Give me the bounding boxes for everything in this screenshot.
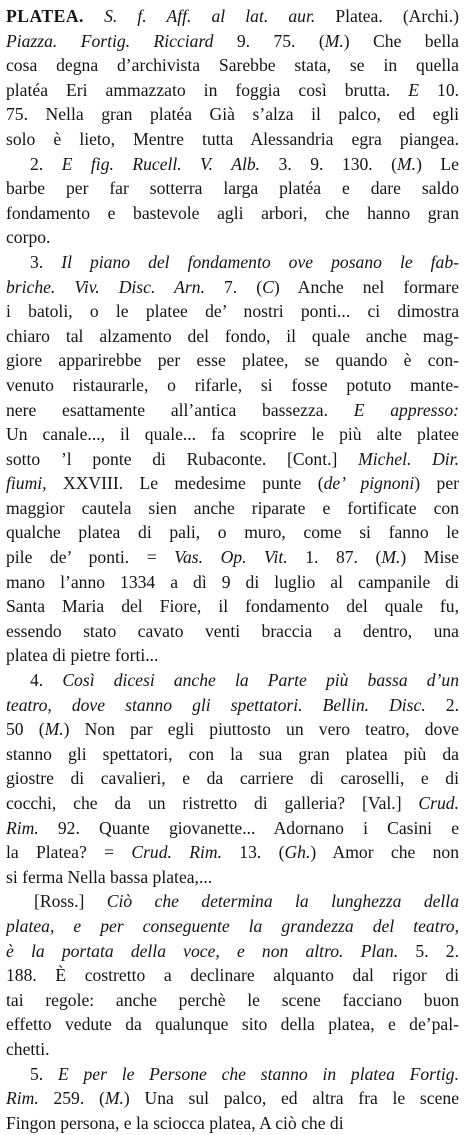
entry-line [6,693,459,718]
entry-text: 1. 87. ( [287,547,382,568]
italic-text: Rim. [6,1088,39,1109]
entry-text: la Platea? = [6,842,132,863]
italic-text: teatro, dove stanno gli spettatori. Bellin. Disc. [6,694,426,715]
entry-text: 259. ( [38,1088,105,1109]
italic-text: è la portata della voce, e non altro. Plan. [6,940,399,961]
entry-text: ) Anche nel formare [273,276,459,297]
entry-text: 188. È costretto a declinare alquanto dal rigor di [6,965,459,986]
entry-text: ) Una sul palco, ed altra fra le scene [123,1088,459,1109]
entry-line [6,766,459,791]
entry-line [6,717,459,742]
entry-line [6,939,459,964]
entry-text: 5. 2. [398,940,459,961]
entry-text: 9. 75. ( [213,30,325,51]
entry-text: 4. [30,670,63,691]
italic-text: Piazza. Fortig. Ricciard [6,30,214,51]
entry-text: 3. [30,251,62,272]
italic-text: M. [44,719,64,740]
entry-line [6,225,459,250]
entry-text: ) Che bella [343,30,459,51]
italic-text: fiumi, [6,473,47,494]
entry-text: XXVIII. Le medesime punte ( [46,473,324,494]
entry-text: platea di pietre forti... [6,645,159,666]
italic-text: E per le Persone che stanno in platea Fortig. [57,1063,459,1084]
italic-text: M. [104,1088,124,1109]
italic-text: E fig. Rucell. V. Alb. [61,153,261,174]
italic-text: S. f. Aff. [104,6,192,26]
entry-text: [Ross.] [34,891,107,912]
entry-line [6,348,459,373]
italic-text: Michel. Dir. [358,448,459,469]
entry-text: 3. 9. 130. ( [260,153,398,174]
entry-line [6,668,459,693]
italic-text: de’ pignoni [323,473,415,494]
entry-text: 75. Nella gran platéa Già s’alza il palco, ed egli [6,104,459,125]
entry-text: nere esattamente all’antica bassezza. [6,399,354,420]
entry-text: i batoli, o le platee de’ nostri ponti... ci dimostra [6,301,459,322]
entry-text: 2. [30,153,62,174]
italic-text: E appresso: [353,399,459,420]
entry-text: 5. [30,1063,58,1084]
italic-text: Crud. Rim. [131,842,222,863]
entry-text: 92. Quante giovanette... Adornano i Casini e [38,817,459,838]
entry-line [6,373,459,398]
entry-text: barbe per far sotterra larga platéa e dare saldo [6,178,459,199]
italic-text: M. [397,153,417,174]
entry-line [6,791,459,816]
entry-text: si ferma Nella bassa platea,... [6,866,213,887]
entry-line [6,1037,459,1062]
entry-text: Fingon persona, e la sciocca platea, A ciò che di [6,1112,344,1133]
entry-line [6,816,459,841]
entry-line [6,545,459,570]
entry-line [6,520,459,545]
entry-line [6,889,459,914]
entry-text: solo è lieto, Mentre tutta Alessandria egra piangea. [6,128,459,149]
entry-line [6,127,459,152]
italic-text: Rim. [6,817,39,838]
entry-line [6,4,459,29]
entry-text: 7. ( [204,276,263,297]
entry-text: 50 ( [6,719,45,740]
entry-line [6,201,459,226]
italic-text: platea, e per conseguente la grandezza del teatro, [6,915,459,936]
entry-line [6,324,459,349]
entry-line [6,176,459,201]
entry-text: ) Non par egli piuttosto un vero teatro, dove [63,719,459,740]
entry-text: chetti. [6,1038,50,1059]
entry-line [6,398,459,423]
entry-line [6,29,459,54]
entry-line [6,447,459,472]
entry-line [6,275,459,300]
entry-line [6,496,459,521]
entry-line [6,471,459,496]
entry-line [6,53,459,78]
entry-text: giore apparirebbe per esse platee, se quando è con- [6,350,459,371]
entry-line [6,988,459,1013]
entry-line [6,1062,459,1087]
entry-line [6,914,459,939]
entry-text: platéa Eri ammazzato in foggia così brutta. [6,79,409,100]
entry-text: 10. [418,79,459,100]
entry-line [6,619,459,644]
entry-text: 2. [425,694,459,715]
entry-text: ) Amor che non [310,842,459,863]
entry-text: Platea. (Archi.) [315,6,459,26]
entry-line [6,742,459,767]
entry-text: Santa Maria del Fiore, il fondamento del quale fu, [6,596,459,617]
entry-text: mano l’anno 1334 a dì 9 di luglio al campanile di [6,571,459,592]
entry-text: corpo. [6,227,51,248]
entry-line [6,299,459,324]
entry-line [6,643,459,668]
headword: PLATEA. [6,6,84,26]
entry-text: giostre di cavalieri, e da carriere di caroselli, e di [6,768,459,789]
entry-text: chiaro tal alzamento del fondo, il quale anche mag- [6,325,459,346]
entry-text: fondamento e bastevole agli arbori, che hanno gran [6,202,459,223]
entry-text: stanno gli spettatori, con la sua gran platea più da [6,743,459,764]
italic-text: E [408,79,419,100]
entry-text: effetto vedute da qualunque sito della platea, e de’pal- [6,1014,459,1035]
italic-text: Vas. Op. Vit. [174,547,288,568]
entry-line [6,1012,459,1037]
italic-text: Ciò che determina la lunghezza della [106,891,459,912]
entry-text [191,6,211,26]
dictionary-entry-platea [6,4,459,1135]
entry-text [84,6,104,26]
entry-text: venuto ristaurarle, o rifarle, si fosse potuto mante- [6,374,459,395]
italic-text: Crud. [418,793,459,813]
entry-text: cocchi, che da un ristretto di galleria? [Val.] [6,793,419,813]
entry-text: maggior cautela sien anche riparate e fortificate con [6,497,459,518]
entry-line [6,152,459,177]
entry-text: qualche platea di pali, o muro, come si fanno le [6,522,459,543]
entry-line [6,78,459,103]
italic-text: C [262,276,274,297]
italic-text: Così dicesi anche la Parte più bassa d’un [62,670,459,691]
entry-line [6,1086,459,1111]
entry-text: 13. ( [221,842,285,863]
italic-text: al lat. aur. [211,6,316,26]
italic-text: M. [381,547,401,568]
entry-text: cosa degna d’archivista Sarebbe stata, se in quella [6,55,459,76]
italic-text: Il piano del fondamento ove posano le fab- [61,251,459,272]
entry-line [6,865,459,890]
entry-text: sotto ’l ponte di Rubaconte. [Cont.] [6,448,359,469]
entry-line [6,1111,459,1135]
entry-text: tai regole: anche perchè le scene facciano buon [6,989,459,1010]
entry-line [6,840,459,865]
italic-text: Gh. [284,842,311,863]
entry-text: pile de’ ponti. = [6,547,175,568]
entry-text: ) per [414,473,459,494]
italic-text: briche. Viv. Disc. Arn. [6,276,205,297]
entry-text: ) Mise [400,547,459,568]
entry-text: Un canale..., il quale... fa scoprire le più alte platee [6,424,459,445]
entry-line [6,594,459,619]
entry-text: ) Le [416,153,459,174]
entry-text: essendo stato cavato venti braccia a dentro, una [6,620,459,641]
entry-line [6,102,459,127]
entry-line [6,963,459,988]
entry-line [6,422,459,447]
entry-line [6,570,459,595]
italic-text: M. [324,30,344,51]
entry-line [6,250,459,275]
